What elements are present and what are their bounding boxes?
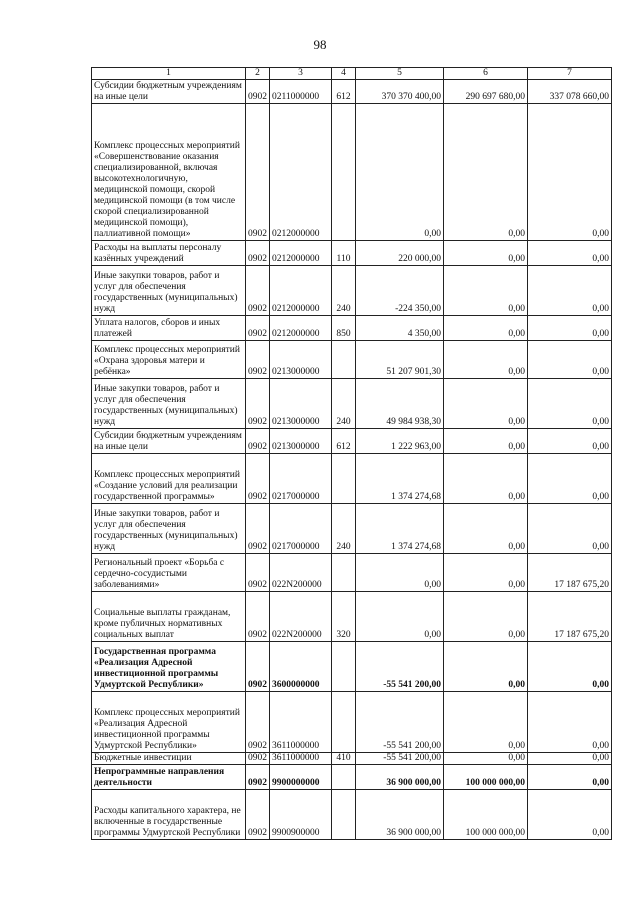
amount-col-6: 0,00 [444, 316, 528, 341]
expense-type-code [332, 790, 356, 840]
section-code: 0902 [246, 316, 270, 341]
column-header: 3 [270, 68, 332, 80]
section-code: 0902 [246, 104, 270, 241]
item-name: Региональный проект «Борьба с сердечно-сосудистыми заболеваниями» [92, 554, 246, 592]
section-code: 0902 [246, 554, 270, 592]
amount-col-6: 0,00 [444, 341, 528, 379]
amount-col-6: 0,00 [444, 241, 528, 266]
table-row [92, 341, 612, 379]
item-name: Субсидии бюджетным учреждениям на иные цели [92, 429, 246, 454]
section-code: 0902 [246, 266, 270, 316]
amount-col-5: -55 541 200,00 [356, 642, 444, 692]
amount-col-7: 0,00 [528, 454, 612, 504]
expense-type-code: 240 [332, 379, 356, 429]
table-row [92, 504, 612, 554]
amount-col-7: 0,00 [528, 790, 612, 840]
table-row [92, 379, 612, 429]
amount-col-7: 0,00 [528, 765, 612, 790]
table-row [92, 429, 612, 454]
amount-col-5: -55 541 200,00 [356, 753, 444, 765]
target-article-code: 3611000000 [270, 753, 332, 765]
amount-col-5: 1 222 963,00 [356, 429, 444, 454]
table-row [92, 692, 612, 753]
amount-col-6: 0,00 [444, 753, 528, 765]
amount-col-5: -55 541 200,00 [356, 692, 444, 753]
target-article-code: 0212000000 [270, 241, 332, 266]
amount-col-5: 49 984 938,30 [356, 379, 444, 429]
amount-col-6: 290 697 680,00 [444, 80, 528, 104]
amount-col-7: 337 078 660,00 [528, 80, 612, 104]
column-header: 4 [332, 68, 356, 80]
amount-col-6: 0,00 [444, 692, 528, 753]
expense-type-code [332, 554, 356, 592]
target-article-code: 3611000000 [270, 692, 332, 753]
item-name: Иные закупки товаров, работ и услуг для обеспечения государственных (муниципальных) нужд [92, 266, 246, 316]
expense-type-code [332, 104, 356, 241]
section-code: 0902 [246, 592, 270, 642]
table-row [92, 765, 612, 790]
amount-col-5: 0,00 [356, 104, 444, 241]
amount-col-6: 0,00 [444, 266, 528, 316]
section-code: 0902 [246, 341, 270, 379]
table-row [92, 316, 612, 341]
table-row [92, 592, 612, 642]
amount-col-5: 36 900 000,00 [356, 765, 444, 790]
expense-type-code: 612 [332, 80, 356, 104]
expense-type-code: 240 [332, 504, 356, 554]
item-name: Уплата налогов, сборов и иных платежей [92, 316, 246, 341]
expense-type-code [332, 765, 356, 790]
column-header: 5 [356, 68, 444, 80]
expense-type-code [332, 454, 356, 504]
amount-col-5: 220 000,00 [356, 241, 444, 266]
amount-col-7: 0,00 [528, 241, 612, 266]
target-article-code: 0212000000 [270, 266, 332, 316]
item-name: Расходы на выплаты персоналу казённых учреждений [92, 241, 246, 266]
section-code: 0902 [246, 765, 270, 790]
table-row [92, 80, 612, 104]
target-article-code: 0211000000 [270, 80, 332, 104]
amount-col-6: 0,00 [444, 504, 528, 554]
section-code: 0902 [246, 790, 270, 840]
expense-type-code [332, 341, 356, 379]
item-name: Комплекс процессных мероприятий «Создание условий для реализации государственной программы» [92, 454, 246, 504]
section-code: 0902 [246, 379, 270, 429]
amount-col-7: 17 187 675,20 [528, 592, 612, 642]
table-row [92, 104, 612, 241]
target-article-code: 0212000000 [270, 316, 332, 341]
target-article-code: 0213000000 [270, 341, 332, 379]
amount-col-5: 0,00 [356, 554, 444, 592]
amount-col-5: 370 370 400,00 [356, 80, 444, 104]
amount-col-5: 4 350,00 [356, 316, 444, 341]
page-number: 98 [313, 37, 327, 52]
section-code: 0902 [246, 454, 270, 504]
amount-col-7: 0,00 [528, 642, 612, 692]
target-article-code: 0217000000 [270, 454, 332, 504]
amount-col-6: 0,00 [444, 554, 528, 592]
section-code: 0902 [246, 692, 270, 753]
column-header: 2 [246, 68, 270, 80]
item-name: Комплекс процессных мероприятий «Реализация Адресной инвестиционной программы Удмуртской Республики» [92, 692, 246, 753]
item-name: Субсидии бюджетным учреждениям на иные цели [92, 80, 246, 104]
amount-col-5: 51 207 901,30 [356, 341, 444, 379]
amount-col-7: 0,00 [528, 753, 612, 765]
amount-col-6: 0,00 [444, 379, 528, 429]
amount-col-7: 0,00 [528, 104, 612, 241]
expense-type-code: 850 [332, 316, 356, 341]
amount-col-6: 0,00 [444, 592, 528, 642]
item-name: Государственная программа «Реализация Адресной инвестиционной программы Удмуртской Республики» [92, 642, 246, 692]
section-code: 0902 [246, 753, 270, 765]
amount-col-6: 100 000 000,00 [444, 765, 528, 790]
amount-col-7: 0,00 [528, 504, 612, 554]
table-header-row [92, 68, 612, 80]
amount-col-5: -224 350,00 [356, 266, 444, 316]
item-name: Социальные выплаты гражданам, кроме публичных нормативных социальных выплат [92, 592, 246, 642]
item-name: Иные закупки товаров, работ и услуг для обеспечения государственных (муниципальных) нужд [92, 504, 246, 554]
amount-col-6: 100 000 000,00 [444, 790, 528, 840]
amount-col-5: 0,00 [356, 592, 444, 642]
amount-col-7: 0,00 [528, 692, 612, 753]
amount-col-6: 0,00 [444, 642, 528, 692]
amount-col-7: 0,00 [528, 341, 612, 379]
target-article-code: 0217000000 [270, 504, 332, 554]
expense-type-code: 240 [332, 266, 356, 316]
expense-type-code [332, 642, 356, 692]
budget-table [91, 67, 612, 840]
expense-type-code: 410 [332, 753, 356, 765]
item-name: Комплекс процессных мероприятий «Охрана здоровья матери и ребёнка» [92, 341, 246, 379]
section-code: 0902 [246, 642, 270, 692]
item-name: Бюджетные инвестиции [92, 753, 246, 765]
expense-type-code: 110 [332, 241, 356, 266]
amount-col-7: 0,00 [528, 429, 612, 454]
section-code: 0902 [246, 429, 270, 454]
amount-col-7: 0,00 [528, 379, 612, 429]
target-article-code: 0212000000 [270, 104, 332, 241]
table-row [92, 554, 612, 592]
item-name: Комплекс процессных мероприятий «Совершенствование оказания специализированной, включая высокотехнологичную, медицинской помощи, скорой медицинской помощи (в том числе скорой специализированной медицинской помощи), паллиативной помощи» [92, 104, 246, 241]
target-article-code: 3600000000 [270, 642, 332, 692]
table-row [92, 266, 612, 316]
target-article-code: 0213000000 [270, 379, 332, 429]
amount-col-7: 17 187 675,20 [528, 554, 612, 592]
table-row [92, 642, 612, 692]
expense-type-code: 320 [332, 592, 356, 642]
expense-type-code: 612 [332, 429, 356, 454]
target-article-code: 0213000000 [270, 429, 332, 454]
amount-col-5: 36 900 000,00 [356, 790, 444, 840]
column-header: 7 [528, 68, 612, 80]
target-article-code: 9900000000 [270, 765, 332, 790]
amount-col-5: 1 374 274,68 [356, 504, 444, 554]
table-row [92, 241, 612, 266]
table-row [92, 753, 612, 765]
section-code: 0902 [246, 241, 270, 266]
item-name: Расходы капитального характера, не включенные в государственные программы Удмуртской Республики [92, 790, 246, 840]
amount-col-6: 0,00 [444, 104, 528, 241]
amount-col-7: 0,00 [528, 266, 612, 316]
column-header: 1 [92, 68, 246, 80]
amount-col-6: 0,00 [444, 429, 528, 454]
section-code: 0902 [246, 80, 270, 104]
amount-col-6: 0,00 [444, 454, 528, 504]
expense-type-code [332, 692, 356, 753]
target-article-code: 022N200000 [270, 554, 332, 592]
section-code: 0902 [246, 504, 270, 554]
target-article-code: 9900900000 [270, 790, 332, 840]
item-name: Иные закупки товаров, работ и услуг для обеспечения государственных (муниципальных) нужд [92, 379, 246, 429]
table-row [92, 790, 612, 840]
amount-col-7: 0,00 [528, 316, 612, 341]
item-name: Непрограммные направления деятельности [92, 765, 246, 790]
column-header: 6 [444, 68, 528, 80]
target-article-code: 022N200000 [270, 592, 332, 642]
amount-col-5: 1 374 274,68 [356, 454, 444, 504]
table-row [92, 454, 612, 504]
